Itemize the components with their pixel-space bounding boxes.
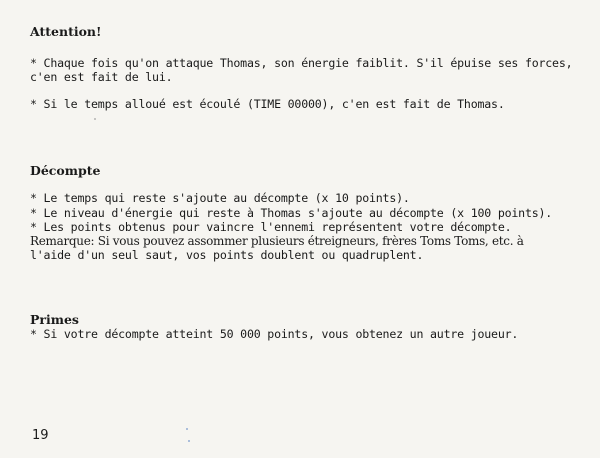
paper-speck — [186, 428, 188, 430]
decompte-remark-line-2: l'aide d'un seul saut, vos points doublent ou quadruplent. — [30, 248, 424, 262]
attention-line-1: * Chaque fois qu'on attaque Thomas, son énergie faiblit. S'il épuise ses forces, — [30, 56, 573, 70]
paper-speck — [94, 118, 96, 120]
decompte-line-2: * Le niveau d'énergie qui reste à Thomas s'ajoute au décompte (x 100 points). — [30, 206, 553, 220]
decompte-heading: Décompte — [30, 163, 101, 178]
primes-heading: Primes — [30, 312, 79, 327]
decompte-remark-line-1: Remarque: Si vous pouvez assommer plusieurs étreigneurs, frères Toms Toms, etc. à — [30, 234, 524, 248]
decompte-line-3: * Les points obtenus pour vaincre l'ennemi représentent votre décompte. — [30, 220, 512, 234]
primes-line-1: * Si votre décompte atteint 50 000 points, vous obtenez un autre joueur. — [30, 327, 519, 341]
paper-speck — [188, 440, 190, 442]
page-number: 19 — [32, 428, 49, 443]
attention-line-3: * Si le temps alloué est écoulé (TIME 00000), c'en est fait de Thomas. — [30, 97, 505, 111]
attention-heading: Attention! — [30, 24, 102, 39]
decompte-line-1: * Le temps qui reste s'ajoute au décompte (x 10 points). — [30, 191, 410, 205]
attention-line-2: c'en est fait de lui. — [30, 70, 173, 84]
